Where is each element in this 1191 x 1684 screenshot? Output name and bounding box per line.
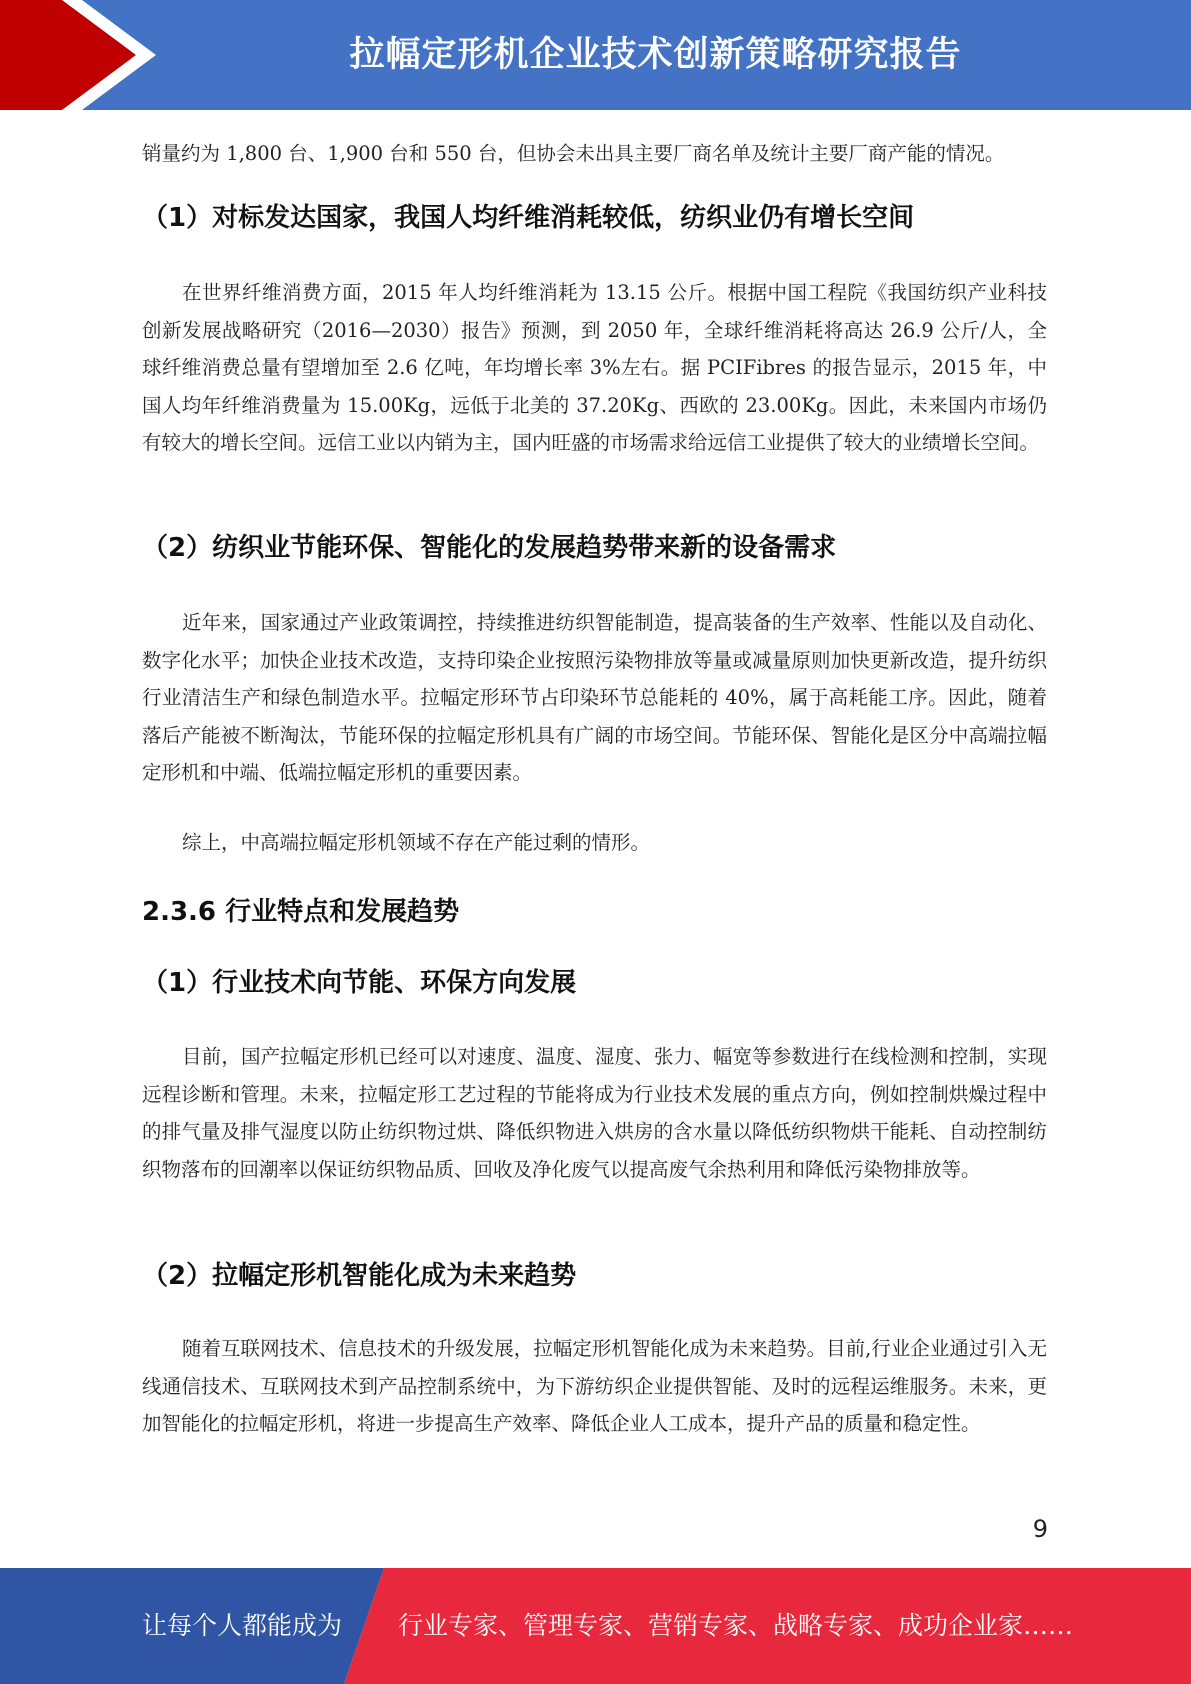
paragraph-energy-saving-demand: 近年来，国家通过产业政策调控，持续推进纺织智能制造，提高装备的生产效率、性能以及自动化、数字化水平；加快企业技术改造，支持印染企业按照污染物排放等量或减量原则加快更新改造，提升纺织行业清洁生产和绿色制造水平。拉幅定形环节占印染环节总能耗的 40%，属于高耗能工序。因此，随着落后产能被不断淘汰，节能环保的拉幅定形机具有广阔的市场空间。节能环保、智能化是区分中高端拉幅定形机和中端、低端拉幅定形机的重要因素。 [142,611,1047,784]
heading-intelligent-trend: （2）拉幅定形机智能化成为未来趋势 [142,1261,577,1291]
heading-energy-environment: （1）行业技术向节能、环保方向发展 [142,968,577,998]
report-title: 拉幅定形机企业技术创新策略研究报告 [349,35,962,75]
header-bar [0,0,1191,110]
paragraph-energy-environment: 目前，国产拉幅定形机已经可以对速度、温度、湿度、张力、幅宽等参数进行在线检测和控制，实现远程诊断和管理。未来，拉幅定形工艺过程的节能将成为行业技术发展的重点方向，例如控制烘燥过程中的排气量及排气湿度以防止纺织物过烘、降低织物进入烘房的含水量以降低纺织物烘干能耗、自动控制纺织物落布的回潮率以保证纺织物品质、回收及净化废气以提高废气余热利用和降低污染物排放等。 [142,1045,1047,1181]
paragraph-conclusion: 综上，中高端拉幅定形机领域不存在产能过剩的情形。 [182,831,651,854]
footer-slogan-right: 行业专家、管理专家、营销专家、战略专家、成功企业家…… [398,1611,1074,1640]
heading-energy-saving-demand: （2）纺织业节能环保、智能化的发展趋势带来新的设备需求 [142,533,837,563]
paragraph-intelligent-trend: 随着互联网技术、信息技术的升级发展，拉幅定形机智能化成为未来趋势。目前,行业企业通过引入无线通信技术、互联网技术到产品控制系统中，为下游纺织企业提供智能、及时的远程运维服务。未来，更加智能化的拉幅定形机，将进一步提高生产效率、降低企业人工成本，提升产品的质量和稳定性。 [142,1337,1047,1435]
paragraph-fiber-consumption: 在世界纤维消费方面，2015 年人均纤维消耗为 13.15 公斤。根据中国工程院《我国纺织产业科技创新发展战略研究（2016—2030）报告》预测，到 2050 年，全球纤维消耗将高达 26.9 公斤/人，全球纤维消费总量有望增加至 2.6 亿吨，年均增长率 3%左右。据 PCIFibres 的报告显示，2015 年，中国人均年纤维消费量为 15.00Kg，远低于北美的 37.20Kg、西欧的 23.00Kg。因此，未来国内市场仍有较大的增长空间。远信工业以内销为主，国内旺盛的市场需求给远信工业提供了较大的业绩增长空间。 [142,281,1047,454]
heading-section-2-3-6: 2.3.6 行业特点和发展趋势 [142,897,460,927]
footer-bar [0,1568,1191,1684]
heading-fiber-consumption: （1）对标发达国家，我国人均纤维消耗较低，纺织业仍有增长空间 [142,203,915,233]
paragraph-continuation: 销量约为 1,800 台、1,900 台和 550 台，但协会未出具主要厂商名单及统计主要厂商产能的情况。 [142,142,1005,165]
footer-slogan-left: 让每个人都能成为 [142,1611,343,1640]
page-number: 9 [1032,1515,1048,1543]
